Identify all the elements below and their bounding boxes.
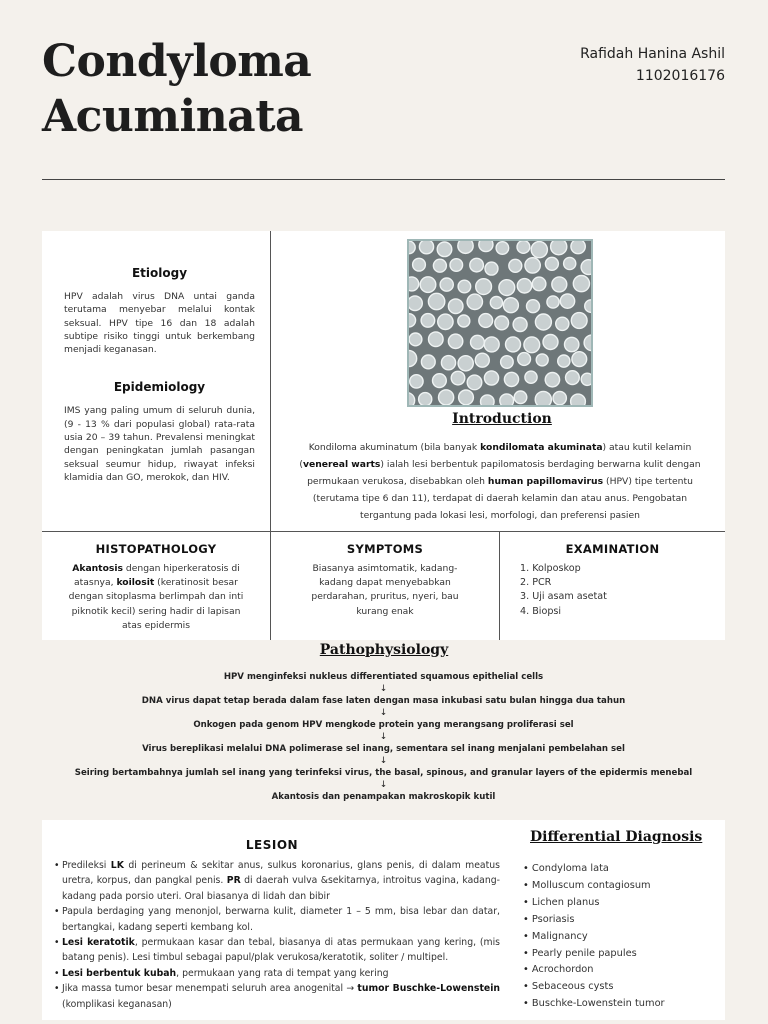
- virion-particle: [527, 300, 540, 313]
- virion-particle: [419, 393, 432, 405]
- etiology-epidemiology-column: [64, 266, 255, 484]
- virion-particle: [409, 277, 419, 291]
- virion-particle: [496, 242, 509, 255]
- list-item: 3. Uji asam asetat: [520, 591, 607, 603]
- list-item: 4. Biopsi: [520, 605, 562, 617]
- list-item: • Acrochordon: [523, 962, 665, 979]
- divider-vertical-top: [270, 231, 271, 531]
- virion-particle: [545, 257, 558, 270]
- virion-particle: [459, 390, 474, 405]
- virion-particle: [525, 258, 540, 273]
- virion-particle: [525, 371, 537, 383]
- list-item: • Lesi berbentuk kubah, permukaan yang rata di tempat yang kering: [54, 966, 500, 981]
- hpv-virions-illustration: [409, 241, 591, 405]
- virion-particle: [471, 335, 485, 349]
- virion-particle: [532, 277, 546, 291]
- virion-particle: [552, 277, 567, 292]
- top-panel: [42, 231, 725, 640]
- virion-particle: [509, 259, 522, 272]
- virion-particle: [433, 374, 447, 388]
- virion-particle: [499, 280, 515, 296]
- list-item: • Condyloma lata: [523, 861, 665, 878]
- virion-particle: [409, 333, 422, 346]
- down-arrow-icon: ↓: [379, 708, 388, 718]
- title-line-2: Acuminata: [42, 91, 304, 142]
- hpv-micrograph-image: [407, 239, 593, 407]
- histopathology-text: Akantosis dengan hiperkeratosis di atasnya, koilosit (keratinosit besar dengan sitoplasma berlimpah dan inti piknotik kecil) sering hadir di lapisan atas epidermis: [68, 563, 244, 631]
- list-item: • Malignancy: [523, 929, 665, 946]
- virion-particle: [556, 317, 569, 330]
- down-arrow-icon: ↓: [379, 780, 388, 790]
- virion-particle: [514, 391, 527, 404]
- virion-particle: [573, 276, 589, 292]
- virion-particle: [458, 280, 471, 293]
- virion-particle: [470, 258, 484, 272]
- header-divider: [42, 179, 725, 180]
- flow-step: HPV menginfeksi nukleus differentiated squamous epithelial cells: [223, 672, 544, 682]
- differential-diagnosis-heading: Differential Diagnosis: [530, 829, 703, 845]
- virion-particle: [467, 375, 482, 390]
- virion-particle: [585, 300, 591, 313]
- flow-step: Akantosis dan penampakan makroskopik kutil: [271, 792, 496, 802]
- etiology-heading: Etiology: [131, 266, 188, 280]
- virion-particle: [409, 296, 422, 311]
- virion-particle: [438, 314, 453, 329]
- list-item: • Papula berdaging yang menonjol, berwarna kulit, diameter 1 – 5 mm, bisa lebar dan datar, bertangkai, kadang seperti kembang kol.: [54, 904, 500, 935]
- virion-particle: [439, 390, 454, 405]
- virion-particle: [475, 353, 489, 367]
- virion-particle: [564, 257, 576, 269]
- virion-particle: [513, 318, 527, 332]
- etiology-text: HPV adalah virus DNA untai ganda terutama menyebar melalui kontak seksual. HPV tipe 16 dan 18 adalah subtipe risiko tinggi untuk berkembang menjadi keganasan.: [64, 291, 255, 356]
- author-name: Rafidah Hanina Ashil: [580, 46, 725, 62]
- title-line-1: Condyloma: [42, 36, 312, 87]
- list-item: • Pearly penile papules: [523, 946, 665, 963]
- virion-particle: [458, 356, 473, 371]
- virion-particle: [558, 355, 570, 367]
- list-item: • Psoriasis: [523, 912, 665, 929]
- virion-particle: [428, 293, 444, 309]
- virion-particle: [503, 298, 518, 313]
- list-item: • Sebaceous cysts: [523, 979, 665, 996]
- virion-particle: [572, 352, 587, 367]
- virion-particle: [581, 260, 591, 275]
- down-arrow-icon: ↓: [379, 732, 388, 742]
- virion-particle: [560, 294, 574, 308]
- examination-list: [520, 562, 607, 619]
- virion-particle: [504, 372, 518, 386]
- virion-particle: [501, 356, 514, 369]
- flow-step: Seiring bertambahnya jumlah sel inang yang terinfeksi virus, the basal, spinous, and granular layers of the epidermis menebal: [74, 768, 693, 778]
- virion-particle: [409, 241, 415, 254]
- list-item: 2. PCR: [520, 577, 552, 589]
- virion-particle: [440, 278, 453, 291]
- virion-particle: [451, 371, 465, 385]
- virion-particle: [410, 375, 423, 388]
- author-id: 1102016176: [635, 68, 725, 84]
- introduction-text: Kondiloma akuminatum (bila banyak kondilomata akuminata) atau kutil kelamin (venereal warts) ialah lesi berbentuk papilomatosis berdaging berwarna kulit dengan permukaan verukosa, disebabkan oleh human papillomavirus (HPV) tipe tertentu (terutama tipe 6 dan 11), terdapat di daerah kelamin dan atau anus. Pengobatan tergantung pada lokasi lesi, morfologi, dan preferensi pasien: [299, 442, 701, 521]
- virion-particle: [535, 314, 551, 330]
- virion-particle: [448, 299, 463, 314]
- virion-particle: [441, 356, 455, 370]
- virion-particle: [467, 294, 482, 309]
- symptoms-text: Biasanya asimtomatik, kadang-kadang dapat menyebabkan perdarahan, pruritus, nyeri, bau kurang enak: [311, 563, 459, 617]
- virion-particle: [553, 391, 566, 404]
- examination-heading: EXAMINATION: [565, 542, 660, 556]
- virion-particle: [484, 337, 499, 352]
- flow-step: Onkogen pada genom HPV mengkode protein yang merangsang proliferasi sel: [193, 720, 574, 730]
- virion-particle: [433, 259, 446, 272]
- list-item: 1. Kolposkop: [520, 563, 581, 574]
- virion-particle: [429, 332, 444, 347]
- flow-step: DNA virus dapat tetap berada dalam fase laten dengan masa inkubasi satu bulan hingga dua tahun: [141, 696, 626, 706]
- virion-particle: [481, 395, 495, 405]
- flow-step: Virus bereplikasi melalui DNA polimerase sel inang, sementara sel inang menjalani pembelahan sel: [142, 744, 625, 754]
- virion-particle: [420, 277, 436, 293]
- pathophysiology-heading: Pathophysiology: [319, 642, 449, 658]
- down-arrow-icon: ↓: [379, 756, 388, 766]
- virion-particle: [437, 242, 452, 257]
- virion-particle: [485, 262, 498, 275]
- virion-particle: [547, 296, 559, 308]
- virion-particle: [565, 337, 579, 351]
- list-item: • Jika massa tumor besar menempati seluruh area anogenital → tumor Buschke-Lowenstein (komplikasi keganasan): [54, 981, 500, 1012]
- virion-particle: [421, 314, 435, 328]
- virion-particle: [450, 259, 463, 272]
- virion-particle: [448, 334, 462, 348]
- epidemiology-heading: Epidemiology: [113, 380, 206, 395]
- lesion-heading: LESION: [245, 838, 299, 852]
- list-item: • Lesi keratotik, permukaan kasar dan tebal, biasanya di atas permukaan yang kering, (mis batang penis). Lesi timbul sebagai papul/plak verukosa/keratotik, soliter / multipel.: [54, 935, 500, 966]
- introduction-heading: Introduction: [452, 411, 552, 427]
- virion-particle: [531, 242, 547, 258]
- virion-particle: [500, 394, 514, 405]
- virion-particle: [484, 371, 498, 385]
- down-arrow-icon: ↓: [379, 684, 388, 694]
- virion-particle: [479, 314, 493, 328]
- histopathology-heading: HISTOPATHOLOGY: [95, 542, 217, 556]
- list-item: • Predileksi LK di perineum & sekitar anus, sulkus koronarius, glans penis, di dalam meatus uretra, korpus, dan pangkal penis. PR di daerah vulva &sekitarnya, introitus vagina, kadang-kadang pada porsio uteri. Oral biasanya di lidah dan bibir: [54, 858, 500, 904]
- virion-particle: [490, 297, 502, 309]
- virion-particle: [551, 241, 567, 255]
- virion-particle: [413, 258, 426, 271]
- pathophysiology-flow: [42, 672, 725, 803]
- virion-particle: [517, 241, 530, 253]
- list-item: • Lichen planus: [523, 895, 665, 912]
- virion-particle: [566, 371, 580, 385]
- virion-particle: [458, 241, 473, 253]
- virion-particle: [571, 313, 587, 329]
- virion-particle: [479, 241, 493, 252]
- virion-particle: [536, 354, 548, 366]
- virion-particle: [581, 373, 591, 385]
- divider-horizontal-mid: [42, 531, 725, 532]
- virion-particle: [524, 337, 540, 353]
- virion-particle: [495, 316, 509, 330]
- virion-particle: [409, 314, 416, 327]
- virion-particle: [571, 241, 585, 254]
- virion-particle: [535, 391, 551, 405]
- virion-particle: [543, 335, 558, 350]
- lesion-list: [54, 858, 500, 1012]
- list-item: • Molluscum contagiosum: [523, 878, 665, 895]
- author-block: [580, 43, 725, 87]
- symptoms-heading: SYMPTOMS: [346, 542, 424, 556]
- virion-particle: [518, 353, 531, 366]
- virion-particle: [476, 279, 492, 295]
- virion-particle: [458, 315, 470, 327]
- epidemiology-text: IMS yang paling umum di seluruh dunia, (9 - 13 % dari populasi global) rata-rata usia 20 – 39 tahun. Prevalensi meningkat dengan peningkatan jumlah pasangan seksual seumur hidup, riwayat infeksi klamidia dan GO, merokok, dan HIV.: [64, 405, 255, 483]
- virion-particle: [545, 373, 559, 387]
- differential-diagnosis-list: [523, 861, 665, 1013]
- list-item: • Buschke-Lowenstein tumor: [523, 996, 665, 1013]
- page-title: [42, 34, 311, 144]
- virion-particle: [571, 394, 586, 405]
- virion-particle: [421, 355, 435, 369]
- virion-particle: [506, 337, 521, 352]
- virion-particle: [517, 279, 531, 293]
- virion-particle: [419, 241, 433, 254]
